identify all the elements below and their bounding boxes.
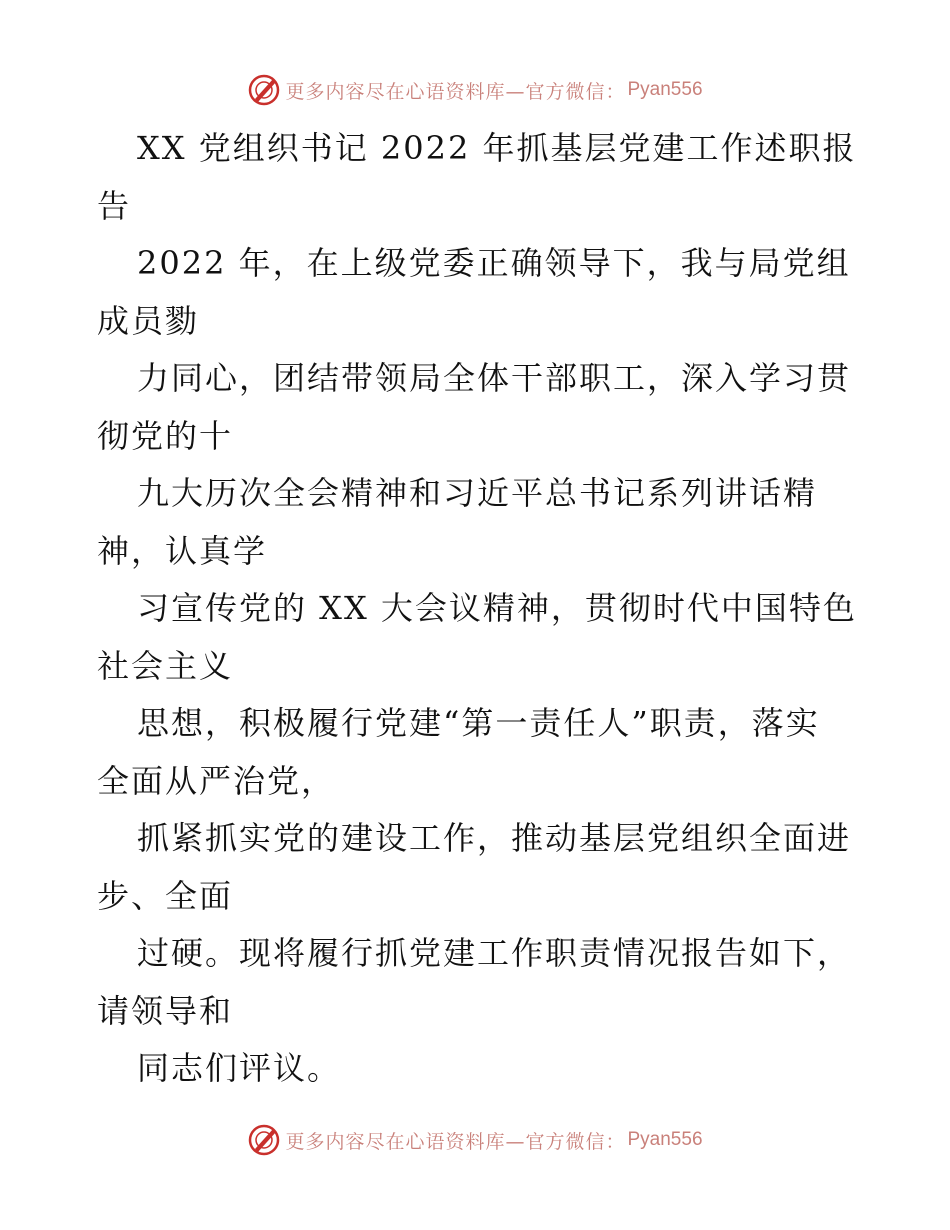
banner-text: 更多内容尽在心语资料库—官方微信： bbox=[285, 80, 626, 103]
banner-wechat-id: Pyan556 bbox=[627, 1129, 703, 1150]
header-watermark-banner bbox=[0, 70, 950, 110]
banner-text: 更多内容尽在心语资料库—官方微信： bbox=[285, 1130, 626, 1153]
body-line: 步、全面 bbox=[97, 876, 234, 915]
body-line: 2022 年，在上级党委正确领导下，我与局党组 bbox=[137, 244, 851, 282]
body-line: 习宣传党的 XX 大会议精神，贯彻时代中国特色 bbox=[137, 589, 857, 627]
body-line: 抓紧抓实党的建设工作，推动基层党组织全面进 bbox=[137, 819, 852, 857]
body-line: 社会主义 bbox=[97, 646, 234, 685]
body-line: 成员勠 bbox=[97, 301, 200, 340]
body-line: 请领导和 bbox=[97, 991, 234, 1030]
title-line-2: 告 bbox=[97, 186, 132, 225]
body-line: 九大历次全会精神和习近平总书记系列讲话精 bbox=[137, 474, 818, 512]
banner-wechat-id: Pyan556 bbox=[627, 79, 703, 100]
logo-icon bbox=[247, 73, 281, 107]
body-line: 过硬。现将履行抓党建工作职责情况报告如下， bbox=[137, 934, 852, 972]
title-line-1: XX 党组织书记 2022 年抓基层党建工作述职报 bbox=[137, 129, 857, 167]
body-line: 彻党的十 bbox=[97, 416, 234, 455]
body-line: 神，认真学 bbox=[97, 531, 268, 570]
logo-icon bbox=[247, 1123, 281, 1157]
body-line: 全面从严治党， bbox=[97, 761, 336, 800]
footer-watermark-banner bbox=[0, 1120, 950, 1160]
body-line: 思想，积极履行党建“第一责任人”职责，落实 bbox=[137, 704, 820, 742]
document-body bbox=[97, 120, 857, 1098]
body-line: 同志们评议。 bbox=[137, 1049, 342, 1087]
body-line: 力同心，团结带领局全体干部职工，深入学习贯 bbox=[137, 359, 852, 397]
